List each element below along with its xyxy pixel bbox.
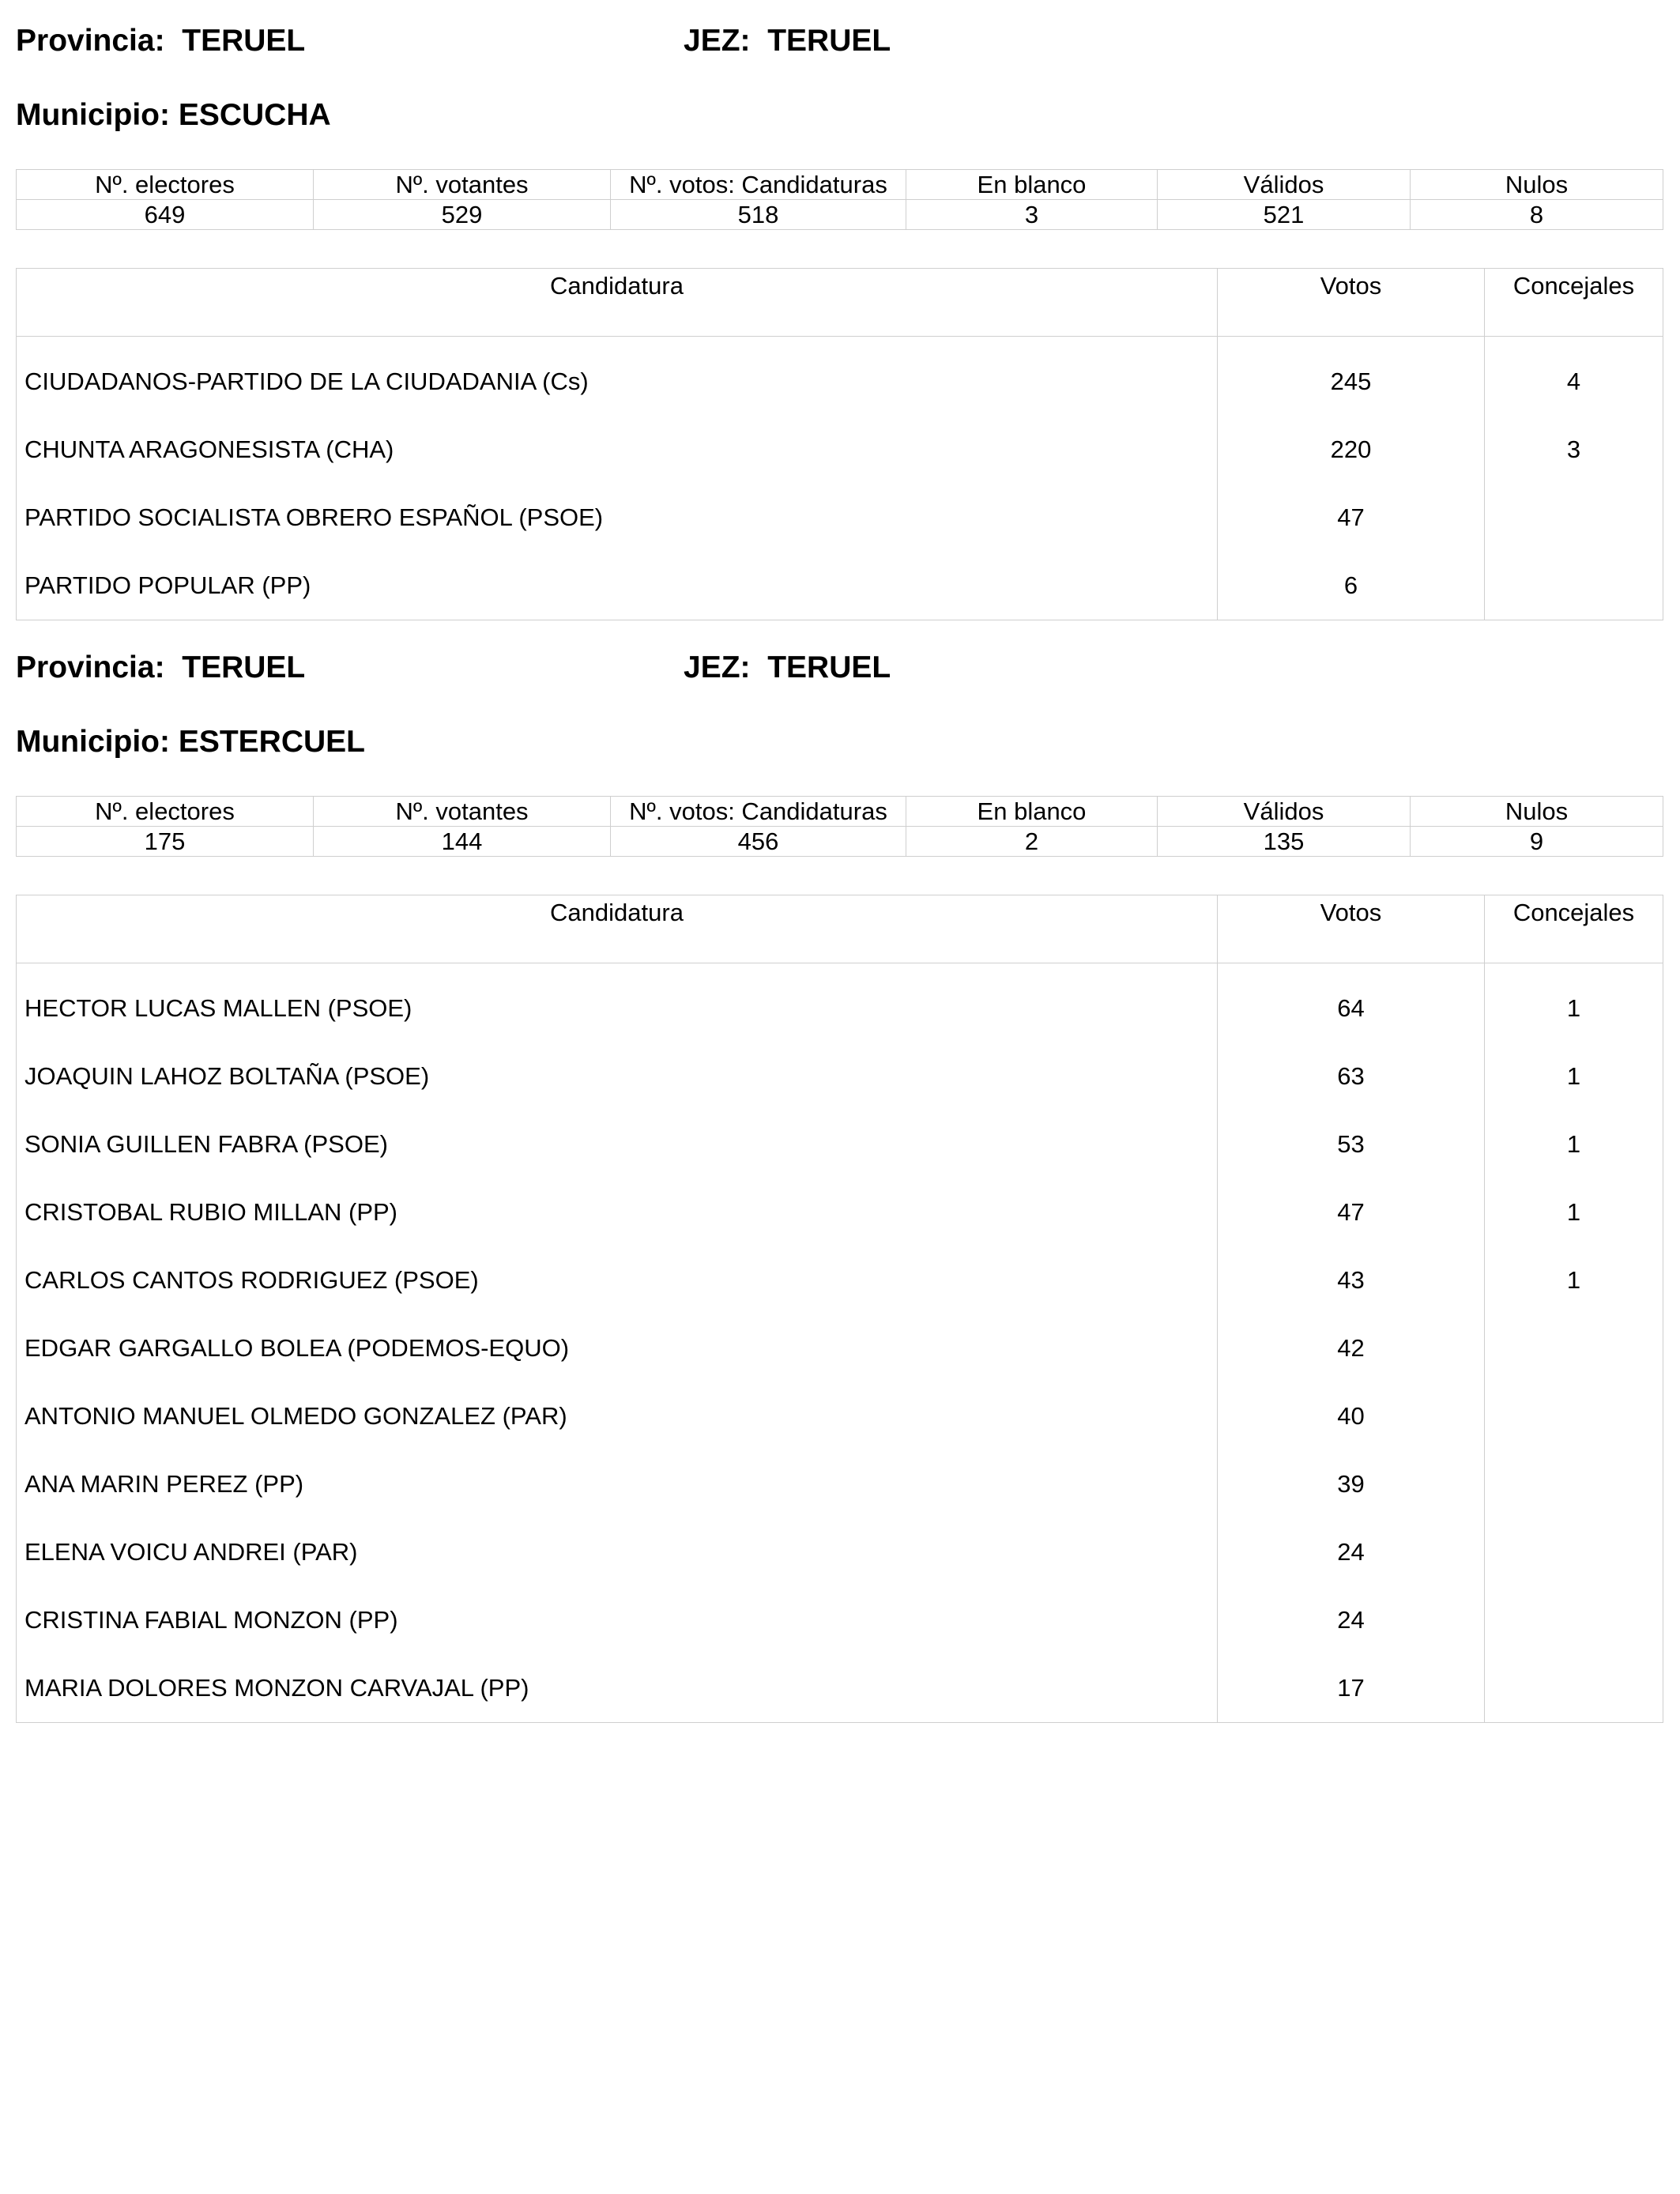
cand-votos: 39 bbox=[1218, 1450, 1485, 1518]
stats-header: Nº. votos: Candidaturas bbox=[611, 797, 906, 827]
jez-heading bbox=[684, 650, 891, 685]
stats-value: 175 bbox=[17, 827, 314, 857]
stats-value: 8 bbox=[1411, 200, 1663, 230]
cand-name: HECTOR LUCAS MALLEN (PSOE) bbox=[17, 974, 1218, 1042]
table-row bbox=[17, 1382, 1663, 1450]
spacer-row bbox=[17, 963, 1663, 975]
cand-name: CARLOS CANTOS RODRIGUEZ (PSOE) bbox=[17, 1246, 1218, 1314]
cand-header-concejales: Concejales bbox=[1485, 895, 1663, 963]
stats-header: En blanco bbox=[906, 170, 1158, 200]
cand-votos: 53 bbox=[1218, 1110, 1485, 1178]
spacer-row bbox=[17, 337, 1663, 349]
section-estercuel bbox=[16, 650, 1663, 1723]
stats-value: 518 bbox=[611, 200, 906, 230]
cand-name: CHUNTA ARAGONESISTA (CHA) bbox=[17, 416, 1218, 484]
provincia-heading bbox=[16, 24, 305, 58]
cand-concejales: 4 bbox=[1485, 348, 1663, 416]
cand-concejales: 1 bbox=[1485, 1042, 1663, 1110]
stats-table bbox=[16, 169, 1663, 230]
cand-name: PARTIDO SOCIALISTA OBRERO ESPAÑOL (PSOE) bbox=[17, 484, 1218, 552]
cand-header-votos: Votos bbox=[1218, 269, 1485, 337]
cand-concejales: 1 bbox=[1485, 1178, 1663, 1246]
cand-name: ELENA VOICU ANDREI (PAR) bbox=[17, 1518, 1218, 1586]
cand-votos: 64 bbox=[1218, 974, 1485, 1042]
table-row bbox=[17, 1042, 1663, 1110]
header-line bbox=[16, 24, 1663, 71]
jez-label: JEZ: bbox=[684, 24, 751, 58]
municipio-value: ESTERCUEL bbox=[178, 725, 366, 759]
table-row bbox=[17, 484, 1663, 552]
cand-header-row bbox=[17, 895, 1663, 963]
cand-header-concejales: Concejales bbox=[1485, 269, 1663, 337]
cand-concejales bbox=[1485, 484, 1663, 552]
cand-votos: 24 bbox=[1218, 1518, 1485, 1586]
jez-value: TERUEL bbox=[767, 24, 891, 58]
provincia-heading bbox=[16, 650, 305, 685]
table-row bbox=[17, 1178, 1663, 1246]
cand-votos: 220 bbox=[1218, 416, 1485, 484]
table-row bbox=[17, 1314, 1663, 1382]
cand-name: CRISTINA FABIAL MONZON (PP) bbox=[17, 1586, 1218, 1654]
stats-header: Nulos bbox=[1411, 797, 1663, 827]
cand-concejales: 1 bbox=[1485, 1246, 1663, 1314]
stats-header: Nº. electores bbox=[17, 797, 314, 827]
stats-value-row bbox=[17, 827, 1663, 857]
header-line bbox=[16, 650, 1663, 698]
stats-value-row bbox=[17, 200, 1663, 230]
jez-value: TERUEL bbox=[767, 650, 891, 684]
table-row bbox=[17, 1518, 1663, 1586]
provincia-value: TERUEL bbox=[182, 650, 306, 684]
stats-header: Nulos bbox=[1411, 170, 1663, 200]
cand-name: MARIA DOLORES MONZON CARVAJAL (PP) bbox=[17, 1654, 1218, 1723]
cand-votos: 63 bbox=[1218, 1042, 1485, 1110]
stats-value: 3 bbox=[906, 200, 1158, 230]
cand-concejales: 1 bbox=[1485, 974, 1663, 1042]
cand-name: CRISTOBAL RUBIO MILLAN (PP) bbox=[17, 1178, 1218, 1246]
cand-name: ANA MARIN PEREZ (PP) bbox=[17, 1450, 1218, 1518]
stats-value: 135 bbox=[1158, 827, 1411, 857]
stats-header: Nº. votos: Candidaturas bbox=[611, 170, 906, 200]
provincia-label: Provincia: bbox=[16, 650, 165, 684]
stats-header: Válidos bbox=[1158, 170, 1411, 200]
table-row bbox=[17, 1586, 1663, 1654]
municipio-value: ESCUCHA bbox=[178, 98, 331, 132]
cand-votos: 24 bbox=[1218, 1586, 1485, 1654]
cand-concejales bbox=[1485, 1382, 1663, 1450]
cand-concejales bbox=[1485, 1654, 1663, 1723]
cand-concejales bbox=[1485, 552, 1663, 620]
cand-header-candidatura: Candidatura bbox=[17, 895, 1218, 963]
cand-concejales: 1 bbox=[1485, 1110, 1663, 1178]
cand-name: EDGAR GARGALLO BOLEA (PODEMOS-EQUO) bbox=[17, 1314, 1218, 1382]
cand-header-votos: Votos bbox=[1218, 895, 1485, 963]
cand-votos: 47 bbox=[1218, 484, 1485, 552]
table-row bbox=[17, 416, 1663, 484]
stats-header: En blanco bbox=[906, 797, 1158, 827]
cand-votos: 40 bbox=[1218, 1382, 1485, 1450]
table-row bbox=[17, 974, 1663, 1042]
stats-value: 456 bbox=[611, 827, 906, 857]
stats-value: 649 bbox=[17, 200, 314, 230]
cand-votos: 47 bbox=[1218, 1178, 1485, 1246]
stats-header-row bbox=[17, 170, 1663, 200]
stats-value: 9 bbox=[1411, 827, 1663, 857]
cand-concejales: 3 bbox=[1485, 416, 1663, 484]
cand-votos: 6 bbox=[1218, 552, 1485, 620]
stats-value: 144 bbox=[314, 827, 611, 857]
section-escucha bbox=[16, 24, 1663, 620]
cand-name: PARTIDO POPULAR (PP) bbox=[17, 552, 1218, 620]
cand-votos: 17 bbox=[1218, 1654, 1485, 1723]
candidatura-table bbox=[16, 268, 1663, 620]
stats-header: Nº. votantes bbox=[314, 170, 611, 200]
stats-header: Válidos bbox=[1158, 797, 1411, 827]
cand-name: ANTONIO MANUEL OLMEDO GONZALEZ (PAR) bbox=[17, 1382, 1218, 1450]
jez-label: JEZ: bbox=[684, 650, 751, 684]
jez-heading bbox=[684, 24, 891, 58]
provincia-value: TERUEL bbox=[182, 24, 306, 58]
stats-header-row bbox=[17, 797, 1663, 827]
table-row bbox=[17, 1110, 1663, 1178]
table-row bbox=[17, 1246, 1663, 1314]
cand-concejales bbox=[1485, 1314, 1663, 1382]
cand-concejales bbox=[1485, 1586, 1663, 1654]
municipio-heading bbox=[16, 725, 1663, 772]
table-row bbox=[17, 1450, 1663, 1518]
cand-header-row bbox=[17, 269, 1663, 337]
cand-concejales bbox=[1485, 1450, 1663, 1518]
cand-concejales bbox=[1485, 1518, 1663, 1586]
table-row bbox=[17, 348, 1663, 416]
cand-votos: 43 bbox=[1218, 1246, 1485, 1314]
stats-value: 529 bbox=[314, 200, 611, 230]
cand-name: CIUDADANOS-PARTIDO DE LA CIUDADANIA (Cs) bbox=[17, 348, 1218, 416]
table-row bbox=[17, 1654, 1663, 1723]
municipio-label: Municipio: bbox=[16, 98, 170, 132]
municipio-label: Municipio: bbox=[16, 725, 170, 759]
stats-table bbox=[16, 796, 1663, 857]
cand-votos: 245 bbox=[1218, 348, 1485, 416]
cand-name: JOAQUIN LAHOZ BOLTAÑA (PSOE) bbox=[17, 1042, 1218, 1110]
municipio-heading bbox=[16, 98, 1663, 145]
cand-votos: 42 bbox=[1218, 1314, 1485, 1382]
cand-name: SONIA GUILLEN FABRA (PSOE) bbox=[17, 1110, 1218, 1178]
provincia-label: Provincia: bbox=[16, 24, 165, 58]
table-row bbox=[17, 552, 1663, 620]
stats-header: Nº. votantes bbox=[314, 797, 611, 827]
stats-value: 2 bbox=[906, 827, 1158, 857]
stats-header: Nº. electores bbox=[17, 170, 314, 200]
stats-value: 521 bbox=[1158, 200, 1411, 230]
cand-header-candidatura: Candidatura bbox=[17, 269, 1218, 337]
candidatura-table bbox=[16, 895, 1663, 1723]
